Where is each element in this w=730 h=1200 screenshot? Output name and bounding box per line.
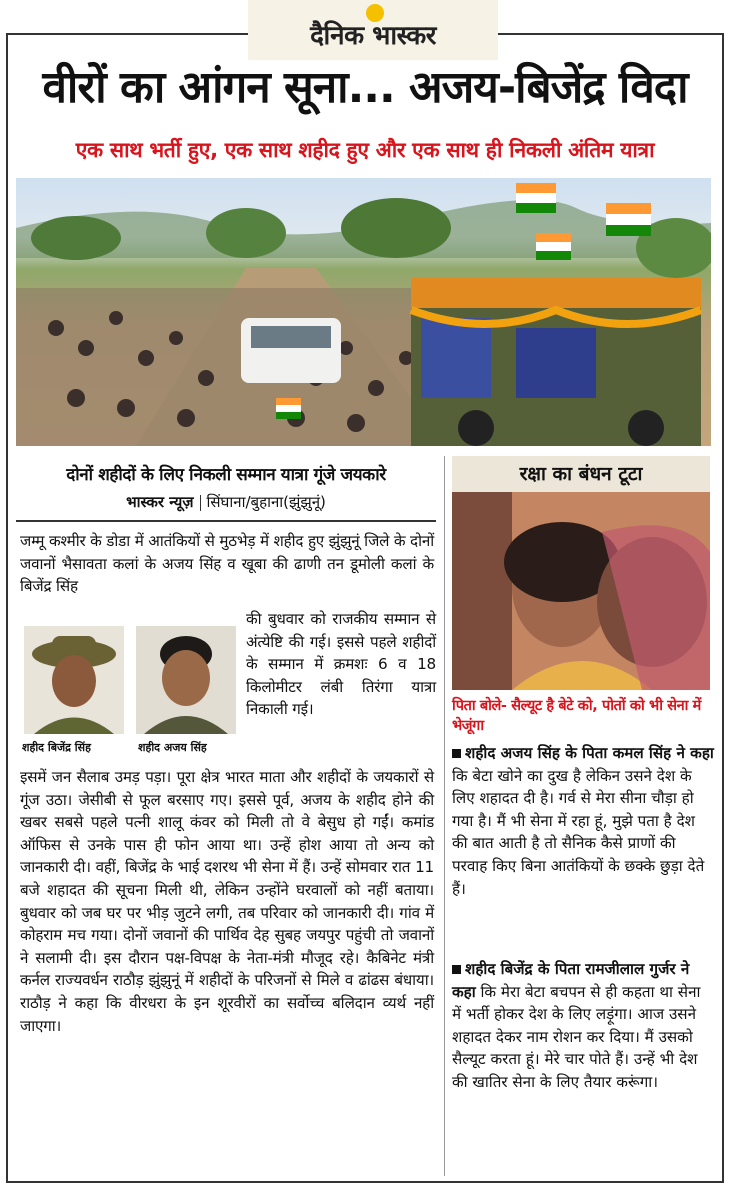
sidebar-p2-lead: शहीद बिजेंद्र के पिता रामजीलाल गुर्जर ने कहा xyxy=(452,960,690,1001)
caption-ajay: शहीद अजय सिंह xyxy=(138,741,207,754)
portrait-bijendra xyxy=(24,626,124,734)
sidebar-title: रक्षा का बंधन टूटा xyxy=(452,456,710,492)
story-title: दोनों शहीदों के लिए निकली सम्मान यात्रा गूंजे जयकारे xyxy=(66,465,386,485)
byline-separator xyxy=(200,495,201,511)
story-divider xyxy=(16,520,436,522)
sidebar-paragraph-2 xyxy=(452,958,714,1094)
sidebar-paragraph-1 xyxy=(452,742,714,900)
main-headline: वीरों का आंगन सूना... अजय-बिजेंद्र विदा xyxy=(42,62,688,113)
sidebar-subhead: पिता बोले- सैल्यूट है बेटे को, पोतों को भी सेना में भेजूंगा xyxy=(452,698,701,734)
portrait-ajay xyxy=(136,626,236,734)
column-divider xyxy=(444,456,445,1176)
grieving-family-photo xyxy=(452,492,710,690)
newspaper-brand: दैनिक भास्कर xyxy=(310,21,436,51)
sidebar-p1-text: कि बेटा खोने का दुख है लेकिन उसने देश के लिए शहादत दी है। गर्व से मेरा सीना चौड़ा हो गया है। मैं भी सेना में रहा हूं, मुझे पता है देश की बात आती है तो सैनिक कैसे प्राणों की परवाह किए बिना आतंकियों के छक्के छुड़ा देते हैं। xyxy=(452,766,705,898)
bullet-marker-icon xyxy=(452,749,461,758)
byline xyxy=(16,492,436,512)
sidebar-p2-text: कि मेरा बेटा बचपन से ही कहता था सेना में भर्ती होकर देश के लिए लड़ूंगा। आज उसने शहादत देकर नाम रोशन कर दिया। मैं उसको सैल्यूट करता हूं। मेरे चार पोते हैं। उन्हें भी देश की खातिर सेना के लिए तैयार करूंगा। xyxy=(452,982,701,1091)
bullet-marker-icon xyxy=(452,965,461,974)
sub-headline: एक साथ भर्ती हुए, एक साथ शहीद हुए और एक साथ ही निकली अंतिम यात्रा xyxy=(75,138,655,162)
story-paragraph-right: की बुधवार को राजकीय सम्मान से अंत्येष्टि की गई। इससे पहले शहीदों के सम्मान में क्रमशः 6 व 18 किलोमीटर लंबी तिरंगा यात्रा निकाली गई। xyxy=(246,610,436,719)
story-paragraph-bottom: इसमें जन सैलाब उमड़ पड़ा। पूरा क्षेत्र भारत माता और शहीदों के जयकारों से गूंज उठा। जेसीबी से फूल बरसाए गए। इससे पूर्व, अजय के शहीद होने की खबर सबसे पहले पत्नी शालू कंवर को मिली तो वे बेसुध हो गईं। कमांड ऑफिस से उनके पास ही फोन आया था। उन्हें होश आया तो अन्य को जानकारी दी। वहीं, बिजेंद्र के भाई दशरथ भी सेना में हैं। उन्हें सोमवार रात 11 बजे शहादत की सूचना मिली थी, लेकिन उन्होंने घरवालों को नहीं बताया। बुधवार को जब घर पर भीड़ जुटने लगी, तब परिवार को जानकारी दी। गांव में कोहराम मच गया। दोनों जवानों की पार्थिव देह सुबह जयपुर पहुंची तो जवानों ने सलामी दी। इस दौरान पक्ष-विपक्ष के नेता-मंत्री मौजूद रहे। कैबिनेट मंत्री कर्नल राज्यवर्धन राठौड़ झुंझुनूं में शहीदों के परिजनों से मिले व ढांढस बंधाया। राठौड़ ने कहा कि वीरधरा के इन शूरवीरों का सर्वोच्च बलिदान व्यर्थ नहीं जाएगा। xyxy=(20,768,434,1035)
caption-bijendra: शहीद बिजेंद्र सिंह xyxy=(22,741,91,754)
procession-photo xyxy=(16,178,711,446)
masthead xyxy=(248,0,498,60)
sidebar-p1-lead: शहीद अजय सिंह के पिता कमल सिंह ने कहा xyxy=(465,744,714,762)
byline-source: भास्कर न्यूज़ xyxy=(126,493,194,511)
byline-place: सिंघाना/बुहाना(झुंझुनूं) xyxy=(206,493,326,511)
story-paragraph-top: जम्मू कश्मीर के डोडा में आतंकियों से मुठभेड़ में शहीद हुए झुंझुनूं जिले के दोनों जवानों भैसावता कलां के अजय सिंह व खूबा की ढाणी तन डूमोली कलां के बिजेंद्र सिंह xyxy=(20,532,434,596)
